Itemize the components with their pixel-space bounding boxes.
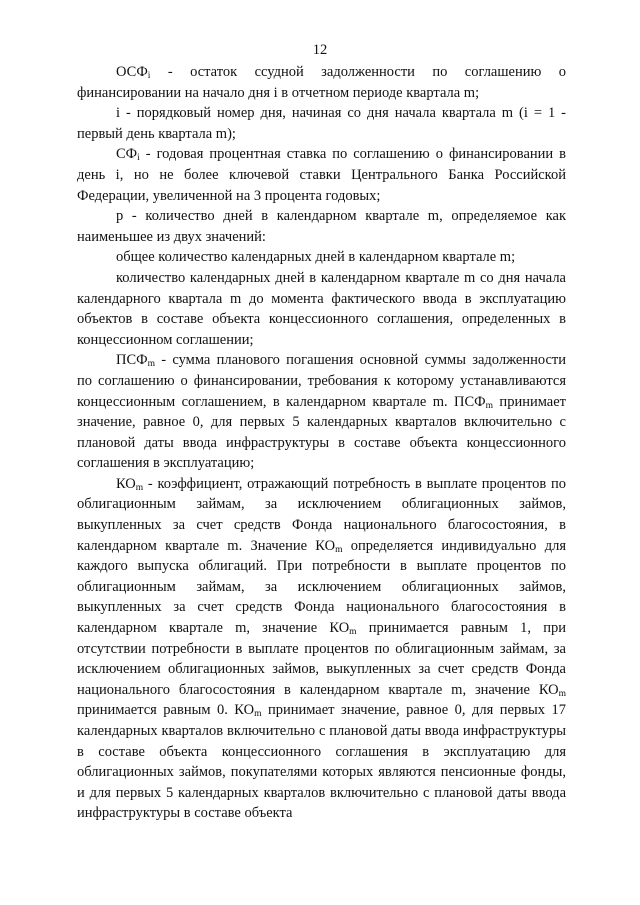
text-run: i - порядковый номер дня, начиная со дня начала квартала m (i = 1 - первый день квартала m); [77,105,566,142]
text-run: - сумма планового погашения основной суммы задолженности по соглашению о финансировании, требования к которому устанавливаются концессионным соглашением, в календарном квартале m. ПСФ [77,352,566,410]
text-run: принимает значение, равное 0, для первых 17 календарных кварталов включительно с плановой даты ввода инфраструктуры в составе объекта концессионного соглашения в эксплуатацию для облигационных займов, покупателями которых являются пенсионные фонды, и для первых 5 календарных кварталов включительно с плановой даты ввода инфраструктуры в составе объекта [77,702,566,822]
text-run: определяется индивидуально для каждого выпуска облигаций. При потребности в выплате процентов по облигационным займам, за исключением облигационных займов, выкупленных за счет средств Фонда национального благосостояния в календарном квартале m, значение КО [77,537,566,637]
text-run: - коэффициент, отражающий потребность в выплате процентов по облигационным займам, за исключением облигационных займов, выкупленных за счет средств Фонда национального благосостояния, в календарном квартале m. Значение КО [77,475,566,554]
subscript: i [137,153,140,164]
text-run: количество календарных дней в календарном квартале m со дня начала календарного квартала m до момента фактического ввода в эксплуатацию объектов в составе объекта концессионного соглашения, определенных в концессионном соглашении; [77,269,566,348]
text-run: ПСФ [116,352,148,369]
text-run: - остаток ссудной задолженности по соглашению о финансировании на начало дня i в отчетном периоде квартала m; [77,64,566,101]
text-run: p - количество дней в календарном квартале m, определяемое как наименьшее из двух значений: [77,208,566,245]
document-body [77,62,566,824]
paragraph [77,268,566,350]
text-run: принимает значение, равное 0, для первых 5 календарных кварталов включительно с плановой даты ввода инфраструктуры в составе объекта концессионного соглашения в эксплуатацию; [77,393,567,472]
paragraph [77,350,566,474]
paragraph [77,206,566,247]
paragraph [77,474,566,824]
text-run: общее количество календарных дней в календарном квартале m; [116,249,516,266]
text-run: принимается равным 0. КО [77,702,255,719]
text-run: ОСФ [116,64,148,80]
subscript: i [147,71,151,81]
subscript: m [147,359,155,370]
paragraph [77,62,566,103]
text-run: СФ [116,146,138,163]
subscript: m [254,709,262,720]
paragraph [77,144,566,206]
page-number: 12 [312,42,328,58]
subscript: m [485,400,494,411]
subscript: m [349,627,357,638]
subscript: m [558,688,566,699]
paragraph [77,103,566,144]
text-run: КО [116,475,136,492]
subscript: m [135,482,144,493]
text-run: принимается равным 1, при отсутствии потребности в выплате процентов по облигационным займам, за исключением облигационных займов, выкупленных за счет средств Фонда национального благосостояния в календарном квартале m, значение КО [77,620,566,698]
text-run: - годовая процентная ставка по соглашению о финансировании в день i, но не более ключевой ставки Центрального Банка Российской Федерации, увеличенной на 3 процента годовых; [77,146,566,204]
paragraph [77,247,566,268]
subscript: m [335,544,343,555]
